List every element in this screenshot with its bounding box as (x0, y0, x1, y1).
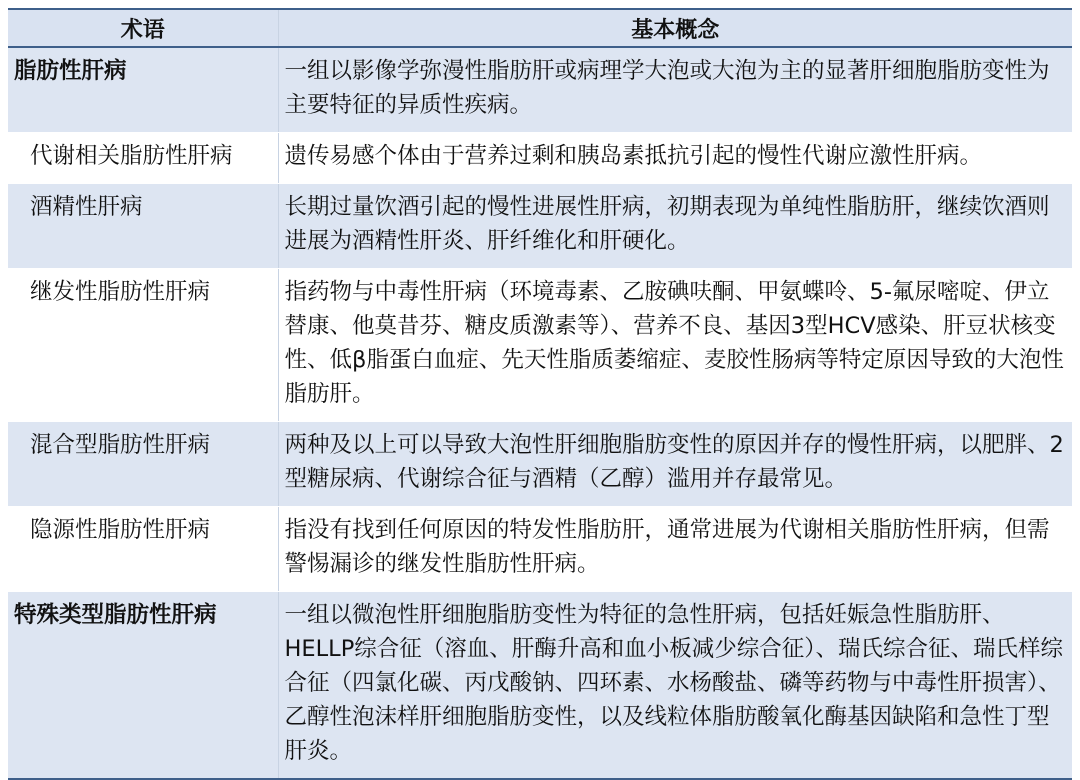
table-row (8, 422, 1072, 507)
definition-table (8, 8, 1072, 780)
term-cell: 酒精性肝病 (8, 184, 278, 269)
term-cell: 特殊类型脂肪性肝病 (8, 592, 278, 780)
term-cell: 脂肪性肝病 (8, 47, 278, 133)
table-row (8, 269, 1072, 422)
table-row (8, 184, 1072, 269)
table-row (8, 592, 1072, 780)
term-cell: 代谢相关脂肪性肝病 (8, 133, 278, 184)
header-term: 术语 (8, 9, 278, 47)
table-body (8, 47, 1072, 779)
concept-cell: 长期过量饮酒引起的慢性进展性肝病，初期表现为单纯性脂肪肝，继续饮酒则进展为酒精性肝炎、肝纤维化和肝硬化。 (278, 184, 1072, 269)
table-row (8, 47, 1072, 133)
table-row (8, 507, 1072, 592)
header-concept: 基本概念 (278, 9, 1072, 47)
term-cell: 继发性脂肪性肝病 (8, 269, 278, 422)
concept-cell: 指药物与中毒性肝病（环境毒素、乙胺碘呋酮、甲氨蝶呤、5-氟尿嘧啶、伊立替康、他莫昔芬、糖皮质激素等）、营养不良、基因3型HCV感染、肝豆状核变性、低β脂蛋白血症、先天性脂质萎缩症、麦胶性肠病等特定原因导致的大泡性脂肪肝。 (278, 269, 1072, 422)
concept-cell: 遗传易感个体由于营养过剩和胰岛素抵抗引起的慢性代谢应激性肝病。 (278, 133, 1072, 184)
table-header (8, 9, 1072, 47)
concept-cell: 两种及以上可以导致大泡性肝细胞脂肪变性的原因并存的慢性肝病，以肥胖、2型糖尿病、代谢综合征与酒精（乙醇）滥用并存最常见。 (278, 422, 1072, 507)
concept-cell: 一组以微泡性肝细胞脂肪变性为特征的急性肝病，包括妊娠急性脂肪肝、HELLP综合征（溶血、肝酶升高和血小板减少综合征）、瑞氏综合征、瑞氏样综合征（四氯化碳、丙戊酸钠、四环素、水杨酸盐、磷等药物与中毒性肝损害）、乙醇性泡沫样肝细胞脂肪变性，以及线粒体脂肪酸氧化酶基因缺陷和急性丁型肝炎。 (278, 592, 1072, 780)
concept-cell: 指没有找到任何原因的特发性脂肪肝，通常进展为代谢相关脂肪性肝病，但需警惕漏诊的继发性脂肪性肝病。 (278, 507, 1072, 592)
term-cell: 隐源性脂肪性肝病 (8, 507, 278, 592)
header-row (8, 9, 1072, 47)
concept-cell: 一组以影像学弥漫性脂肪肝或病理学大泡或大泡为主的显著肝细胞脂肪变性为主要特征的异质性疾病。 (278, 47, 1072, 133)
table-row (8, 133, 1072, 184)
term-cell: 混合型脂肪性肝病 (8, 422, 278, 507)
definition-table-container (8, 8, 1072, 780)
